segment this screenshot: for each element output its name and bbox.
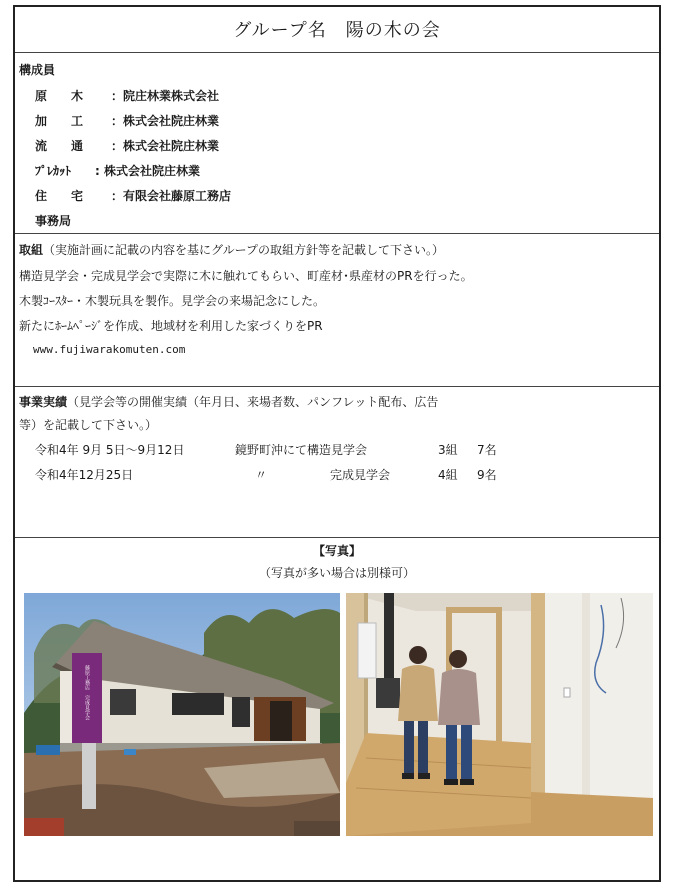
member-role: 原 木 [35, 89, 84, 103]
event-place: 〃 [255, 468, 268, 482]
photo-note: （写真が多い場合は別様可） [258, 566, 415, 580]
torikumi-heading: 取組 [19, 243, 44, 257]
torikumi-line: 新たにﾎｰﾑﾍﾟｰｼﾞを作成、地域材を利用した家づくりをPR [19, 319, 323, 333]
jisseki-note-cont: 等）を記載して下さい。） [19, 418, 158, 432]
website-url: www.fujiwarakomuten.com [33, 343, 186, 356]
event-people: 7名 [477, 443, 497, 457]
event-type: 完成見学会 [330, 468, 391, 482]
member-value: ：株式会社院庄林業 [111, 139, 220, 153]
event-people: 9名 [477, 468, 497, 482]
member-role: 加 工 [35, 114, 84, 128]
member-role: 住 宅 [35, 189, 84, 203]
member-value: ：有限会社藤原工務店 [111, 189, 232, 203]
torikumi-heading-line [19, 241, 444, 258]
torikumi-line: 構造見学会・完成見学会で実際に木に触れてもらい、町産材･県産材のPRを行った。 [19, 269, 473, 283]
torikumi-note: （実施計画に記載の内容を基にグループの取組方針等を記載して下さい。） [43, 243, 445, 257]
member-value: ：株式会社院庄林業 [111, 114, 220, 128]
sign-text: 藤原工務店 完成見学会 [84, 665, 90, 720]
jisseki-heading-line [19, 393, 438, 410]
event-groups: 3組 [438, 443, 458, 457]
interior-photo [346, 593, 653, 836]
member-role: ﾌﾟﾚｶｯﾄ [35, 164, 72, 178]
member-value: : 株式会社院庄林業 [95, 164, 200, 178]
jisseki-note: （見学会等の開催実績（年月日、来場者数、パンフレット配布、広告 [67, 395, 439, 409]
members-section [15, 52, 659, 234]
torikumi-section [15, 233, 659, 387]
member-role: 事務局 [35, 214, 72, 228]
jisseki-heading: 事業実績 [19, 395, 68, 409]
house-exterior-photo [24, 593, 340, 836]
event-date: 令和4年 9月 5日～9月12日 [35, 443, 185, 457]
torikumi-line: 木製ｺｰｽﾀｰ・木製玩具を製作。見学会の来場記念にした。 [19, 294, 326, 308]
jisseki-section [15, 386, 659, 538]
member-value: ：院庄林業株式会社 [111, 89, 220, 103]
photo-section [15, 537, 659, 880]
member-role: 流 通 [35, 139, 84, 153]
event-date: 令和4年12月25日 [35, 468, 134, 482]
report-sheet [13, 5, 661, 882]
event-groups: 4組 [438, 468, 458, 482]
members-heading: 構成員 [19, 63, 56, 77]
event-place: 鏡野町沖にて構造見学会 [235, 443, 368, 457]
photo-heading: 【写真】 [312, 544, 361, 558]
group-title: グループ名 陽の木の会 [15, 7, 659, 53]
